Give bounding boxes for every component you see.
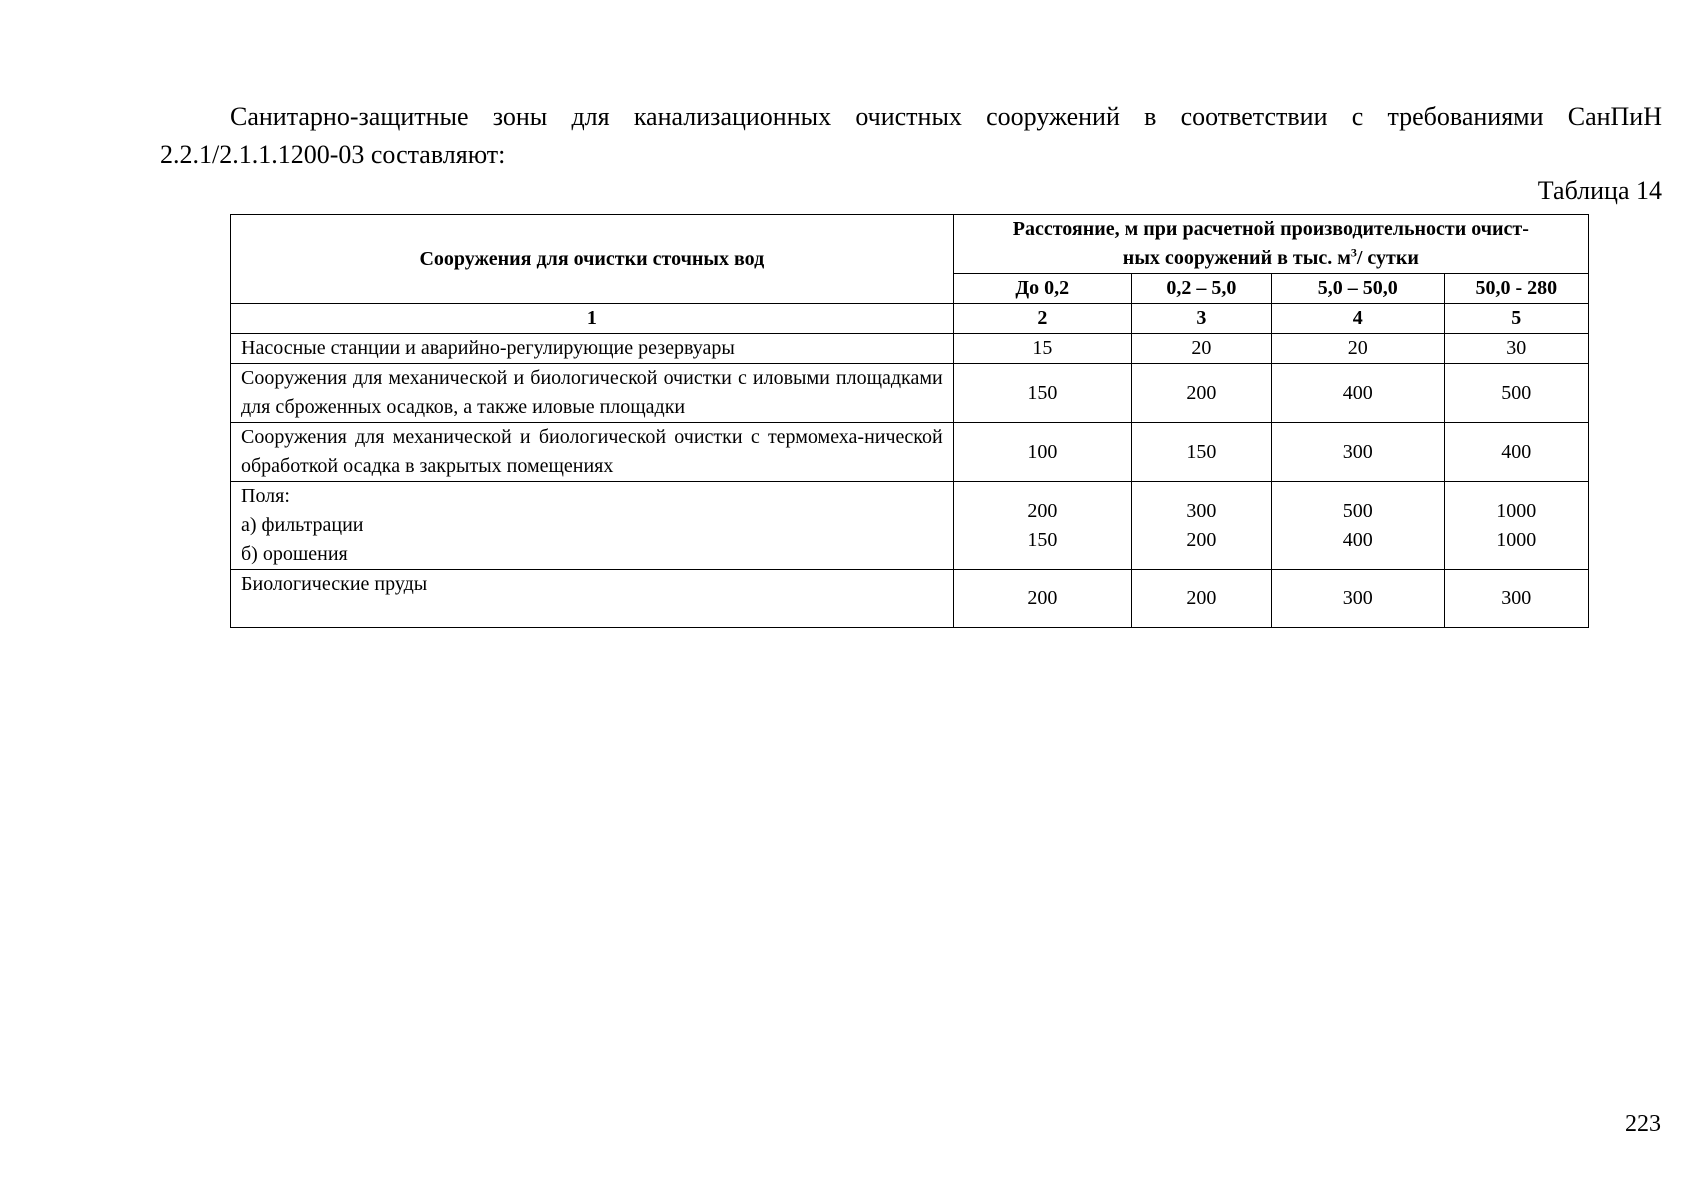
row-value: 200 bbox=[1131, 364, 1271, 423]
row-value: 100 bbox=[953, 423, 1131, 482]
row-value: 150 bbox=[953, 364, 1131, 423]
column-number: 1 bbox=[231, 304, 954, 334]
fields-label: Поля: bbox=[241, 485, 290, 507]
irrigation-value: 400 bbox=[1342, 528, 1373, 551]
row-value: 20 bbox=[1271, 334, 1444, 364]
column-number-row bbox=[231, 304, 1589, 334]
column-number: 5 bbox=[1444, 304, 1588, 334]
row-value bbox=[953, 482, 1131, 570]
column-number: 3 bbox=[1131, 304, 1271, 334]
row-name: Сооружения для механической и биологической очистки с иловыми площадками для сброженных осадков, а также иловые площадки bbox=[231, 364, 954, 423]
header-distance-text-b: / сутки bbox=[1356, 247, 1419, 269]
column-number: 2 bbox=[953, 304, 1131, 334]
intro-paragraph bbox=[160, 98, 1662, 174]
table-row bbox=[231, 423, 1589, 482]
intro-line-1: Санитарно-защитные зоны для канализационных очистных сооружений в соответствии с требованиями СанПиН bbox=[230, 102, 1662, 131]
column-number: 4 bbox=[1271, 304, 1444, 334]
irrigation-value: 1000 bbox=[1496, 528, 1537, 551]
row-value: 300 bbox=[1271, 423, 1444, 482]
row-value: 150 bbox=[1131, 423, 1271, 482]
row-name bbox=[231, 482, 954, 570]
fields-irrigation-label: б) орошения bbox=[241, 543, 348, 565]
row-value: 20 bbox=[1131, 334, 1271, 364]
row-name: Сооружения для механической и биологической очистки с термомеха-ничеcкой обработкой осадка в закрытых помещениях bbox=[231, 423, 954, 482]
table-row bbox=[231, 334, 1589, 364]
capacity-column-2: 0,2 – 5,0 bbox=[1131, 274, 1271, 304]
table-row bbox=[231, 570, 1589, 628]
row-value bbox=[1444, 482, 1588, 570]
header-distance-superscript: 3 bbox=[1350, 245, 1357, 260]
row-value: 30 bbox=[1444, 334, 1588, 364]
filtration-value: 300 bbox=[1186, 499, 1217, 522]
row-value: 500 bbox=[1444, 364, 1588, 423]
row-name: Насосные станции и аварийно-регулирующие резервуары bbox=[231, 334, 954, 364]
row-value: 400 bbox=[1271, 364, 1444, 423]
row-value: 15 bbox=[953, 334, 1131, 364]
row-value bbox=[1131, 482, 1271, 570]
table-row bbox=[231, 364, 1589, 423]
fields-filtration-label: а) фильтрации bbox=[241, 514, 364, 536]
row-value: 300 bbox=[1271, 570, 1444, 628]
intro-line-2: 2.2.1/2.1.1.1200-03 составляют: bbox=[160, 140, 506, 169]
header-distance-line-1: Расстояние, м при расчетной производительности очист- bbox=[1012, 218, 1529, 240]
filtration-value: 200 bbox=[1027, 499, 1058, 522]
header-distance bbox=[953, 215, 1588, 274]
table-caption: Таблица 14 bbox=[1537, 176, 1662, 205]
row-value: 200 bbox=[953, 570, 1131, 628]
row-value bbox=[1271, 482, 1444, 570]
capacity-column-3: 5,0 – 50,0 bbox=[1271, 274, 1444, 304]
irrigation-value: 200 bbox=[1186, 528, 1217, 551]
row-value: 200 bbox=[1131, 570, 1271, 628]
row-value: 400 bbox=[1444, 423, 1588, 482]
capacity-column-1: До 0,2 bbox=[953, 274, 1131, 304]
capacity-column-4: 50,0 - 280 bbox=[1444, 274, 1588, 304]
row-value: 300 bbox=[1444, 570, 1588, 628]
header-distance-line-2 bbox=[964, 244, 1578, 273]
sanitary-zones-table bbox=[230, 214, 1589, 628]
page-number: 223 bbox=[1625, 1111, 1661, 1137]
filtration-value: 1000 bbox=[1496, 499, 1537, 522]
header-distance-text-a: ных сооружений в тыс. м bbox=[1122, 247, 1351, 269]
table-row bbox=[231, 482, 1589, 570]
irrigation-value: 150 bbox=[1027, 528, 1058, 551]
row-name: Биологические пруды bbox=[231, 570, 954, 628]
filtration-value: 500 bbox=[1342, 499, 1373, 522]
header-facility: Сооружения для очистки сточных вод bbox=[231, 215, 954, 304]
